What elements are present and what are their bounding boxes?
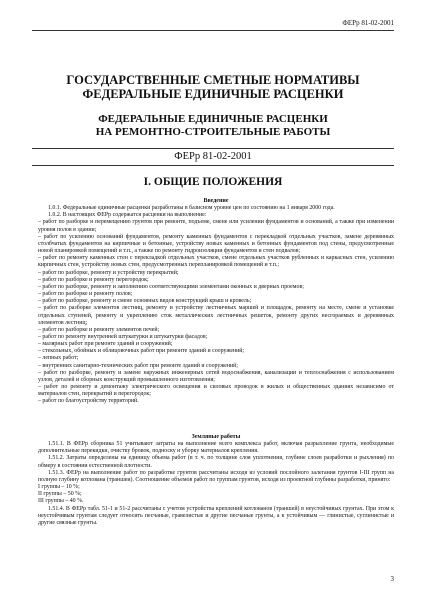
section-title: I. ОБЩИЕ ПОЛОЖЕНИЯ: [143, 176, 283, 188]
list-item: – работ по разборке, ремонту и замене наружных инженерных сетей водоснабжения, канализации и теплоснабжения с использованием узлов, деталей и сборных конструкций промышленного изготовления;: [38, 369, 394, 383]
earthworks-paragraph: 1.51.4. В ФЕРр табл. 51-1 и 51-2 рассчитаны с учетом устройства креплений котлованов (траншей) в неустойчивых грунтах. При этом к неустойчивым грунтам следует относить песчаные, гравелистые и другие песчаные грунты, а к устойчивым — глинистые, суглинистые и другие связные грунты.: [38, 505, 394, 526]
list-item: – работ по благоустройству территорий.: [38, 398, 139, 405]
list-item: – работ по разборке и ремонту элементов печей;: [38, 326, 160, 333]
sub-title: [32, 113, 394, 139]
sub-title-line-2: НА РЕМОНТНО-СТРОИТЕЛЬНЫЕ РАБОТЫ: [95, 126, 331, 138]
page-number: 3: [390, 575, 394, 583]
sub-title-line-1: ФЕДЕРАЛЬНЫЕ ЕДИНИЧНЫЕ РАСЦЕНКИ: [98, 113, 328, 125]
code-rule-top: [32, 148, 394, 149]
main-title-line-1: ГОСУДАРСТВЕННЫЕ СМЕТНЫЕ НОРМАТИВЫ: [66, 73, 360, 87]
intro-section: [38, 198, 394, 406]
list-item: – работ по разборке, ремонту и заполнению соответствующими элементами оконных и дверных проемов;: [38, 283, 304, 290]
code-rule-bottom: [32, 165, 394, 166]
intro-heading: Введение: [203, 198, 229, 204]
earthworks-paragraph: 1.51.2. Затраты определены на единицу объема работ (в т. ч. по толщине слоя уплотнения, глубине слоев разработки и рыхления) по обмеру в состоянии естественной плотности.: [38, 455, 394, 469]
running-header: ФЕРр 81-02-2001: [342, 19, 394, 27]
intro-paragraph: 1.0.2. В настоящих ФЕРр содержатся расценки на выполнение:: [48, 212, 207, 219]
earthworks-paragraph: 1.51.3. ФЕРр на выполнение работ по разработке грунтов рассчитаны исходя из условий послойного залегания грунтов I-III групп на полную глубину котлована (траншеи). Соотношение объемов работ по группам грунтов, исходя из проектной глубины разработки, принято:: [38, 469, 394, 483]
soil-group-item: III группы – 40 %.: [38, 498, 84, 505]
intro-paragraph: 1.0.1. Федеральные единичные расценки разработаны в базисном уровне цен по состоянию на 1 января 2000 года.: [48, 205, 335, 212]
earthworks-heading: Земляные работы: [191, 434, 241, 440]
list-item: – работ по разборке, ремонту и смене основных видов конструкций крыш и кровель;: [38, 298, 252, 305]
document-code: ФЕРр 81-02-2001: [174, 151, 252, 162]
main-title: [32, 73, 394, 101]
main-title-line-2: ФЕДЕРАЛЬНЫЕ ЕДИНИЧНЫЕ РАСЦЕНКИ: [82, 87, 344, 101]
list-item: – работ по разборке и перемещению грунтов при ремонте, подъеме, смене или усилении фундаментов и оснований, а также при изменении уровня полов в здании;: [38, 219, 394, 233]
list-item: – стекольных, обойных и облицовочных работ при ремонте зданий и сооружений;: [38, 348, 245, 355]
list-item: – работ по разборке, ремонту и устройству перекрытий;: [38, 269, 179, 276]
list-item: – лепных работ;: [38, 355, 79, 362]
list-item: – малярных работ при ремонте зданий и сооружений;: [38, 341, 173, 348]
earthworks-paragraph: 1.51.1. В ФЕРр сборника 51 учитывают затраты на выполнение всего комплекса работ, включая разрыхление грунта, необходимые дополнительные перекидки, очистку бровок, подноску и уборку материалов крепления.: [38, 441, 394, 455]
list-item: – работ по разборке элементов лестниц, ремонту и устройству лестничных маршей и площадок, ремонту на месте, смене и установке отдельных ступеней, ремонту и укреплению сток металлических лестничных решеток, ремонту других несгораемых и деревянных элементов лестниц;: [38, 305, 394, 326]
list-item: – работ по ремонту внутренней штукатурки и штукатурки фасадов;: [38, 333, 208, 340]
list-item: – работ по разборке и ремонту перегородок;: [38, 276, 149, 283]
soil-group-item: II группы – 50 %;: [38, 491, 82, 498]
earthworks-section: [38, 434, 394, 527]
list-item: – внутренних санитарно-технических работ при ремонте зданий и сооружений;: [38, 362, 238, 369]
list-item: – работ по усилению оснований фундаментов, ремонту каменных фундаментов с перекладкой отдельных участков, замене деревянных столбчатых фундаментов на кирпичные и бетонные, устройству новых каменных и бетонных фундаментов под стены, предусмотренные новой планировкой помещений и т.п., а также по ремонту гидроизоляции фундаментов и стен подвалов;: [38, 233, 394, 255]
list-item: – работ по разборке и ремонту полов;: [38, 291, 133, 298]
list-item: – работ по ремонту и демонтажу электрического освещения и силовых проводок в жилых и общественных зданиях независимо от материалов стен, перекрытий и перегородок;: [38, 384, 394, 398]
header-rule: [32, 30, 394, 31]
list-item: – работ по ремонту каменных стен с перекладкой отдельных участков, смене отдельных участков рубленных и каркасных стен, усилению кирпичных стен, устройству новых стен, предусмотренных перепланировкой помещений и т.п.;: [38, 255, 394, 269]
soil-group-item: I группы – 10 %;: [38, 484, 80, 491]
